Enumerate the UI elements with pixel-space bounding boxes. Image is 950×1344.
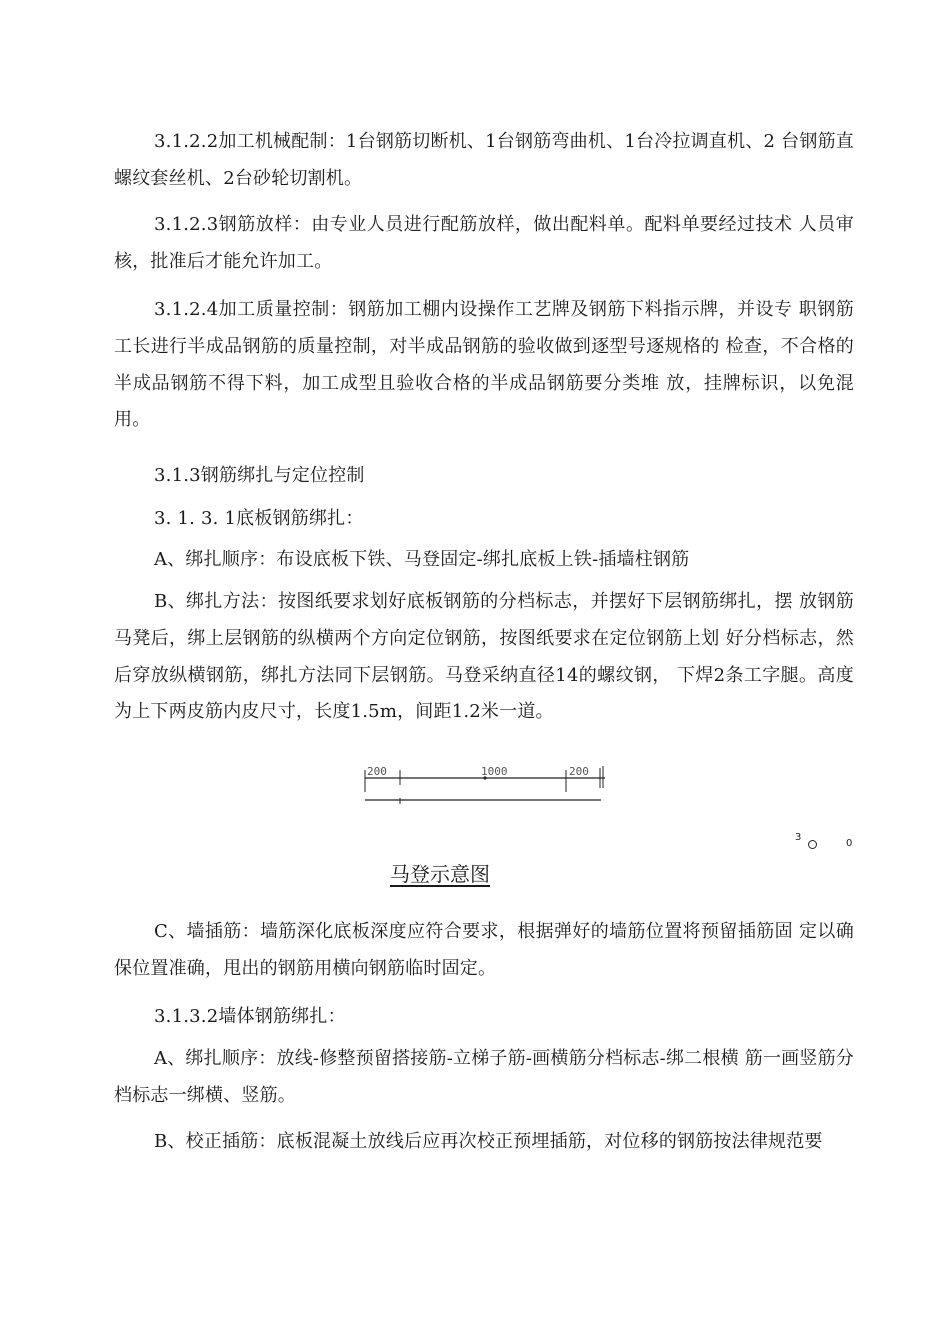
paragraph-3-1-2-2: 3.1.2.2加工机械配制：1台钢筋切断机、1台钢筋弯曲机、1台冷拉调直机、2 台钢筋直螺纹套丝机、2台砂轮切割机。 xyxy=(114,131,854,189)
paragraph-binding-method: B、绑扎方法：按图纸要求划好底板钢筋的分档标志，并摆好下层钢筋绑扎，摆 放钢筋马凳后，绑上层钢筋的纵横两个方向定位钢筋，按图纸要求在定位钢筋上划 好分档标志，然后穿放纵横钢筋，绑扎方法同下层钢筋。马登采纳直径14的螺纹钢， 下焊2条工字腿。高度为上下两皮筋内皮尺寸，长度1.5m，间距1.2米一道。 xyxy=(114,591,854,723)
figure-caption: 马登示意图 xyxy=(390,862,490,886)
paragraph-binding-order: A、绑扎顺序：布设底板下铁、马登固定-绑扎底板上铁-插墙柱钢筋 xyxy=(154,549,690,570)
chair-bar-diagram xyxy=(355,758,615,810)
heading-3-1-3-2: 3.1.3.2墙体钢筋绑扎： xyxy=(154,1006,346,1027)
dim-label-middle: 1000 xyxy=(481,765,508,778)
figure-number-left: 3 xyxy=(795,832,802,843)
dim-label-right: 200 xyxy=(569,765,589,778)
figure-number-right: 0 xyxy=(846,838,853,849)
circle-mark xyxy=(808,840,817,849)
heading-3-1-3: 3.1.3钢筋绑扎与定位控制 xyxy=(154,465,365,486)
dim-label-left: 200 xyxy=(367,765,387,778)
paragraph-3-1-2-3: 3.1.2.3钢筋放样：由专业人员进行配筋放样，做出配料单。配料单要经过技术 人员审核，批准后才能允许加工。 xyxy=(114,214,854,272)
paragraph-3-1-2-4: 3.1.2.4加工质量控制：钢筋加工棚内设操作工艺牌及钢筋下料指示牌，并设专 职钢筋工长进行半成品钢筋的质量控制，对半成品钢筋的验收做到逐型号逐规格的 检查，不合格的半成品钢筋不得下料，加工成型且验收合格的半成品钢筋要分类堆 放，挂牌标识，以免混用。 xyxy=(114,299,854,431)
paragraph-correct-dowels: B、校正插筋：底板混凝土放线后应再次校正预埋插筋，对位移的钢筋按法律规范要 xyxy=(154,1131,823,1152)
paragraph-wall-dowels: C、墙插筋：墙筋深化底板深度应符合要求，根据弹好的墙筋位置将预留插筋固 定以确保位置准确，甩出的钢筋用横向钢筋临时固定。 xyxy=(114,921,854,979)
paragraph-wall-binding-order: A、绑扎顺序：放线-修整预留搭接筋-立梯子筋-画横筋分档标志-绑二根横 筋一画竖筋分档标志一绑横、竖筋。 xyxy=(114,1048,854,1106)
heading-3-1-3-1: 3. 1. 3. 1底板钢筋绑扎： xyxy=(154,508,364,529)
